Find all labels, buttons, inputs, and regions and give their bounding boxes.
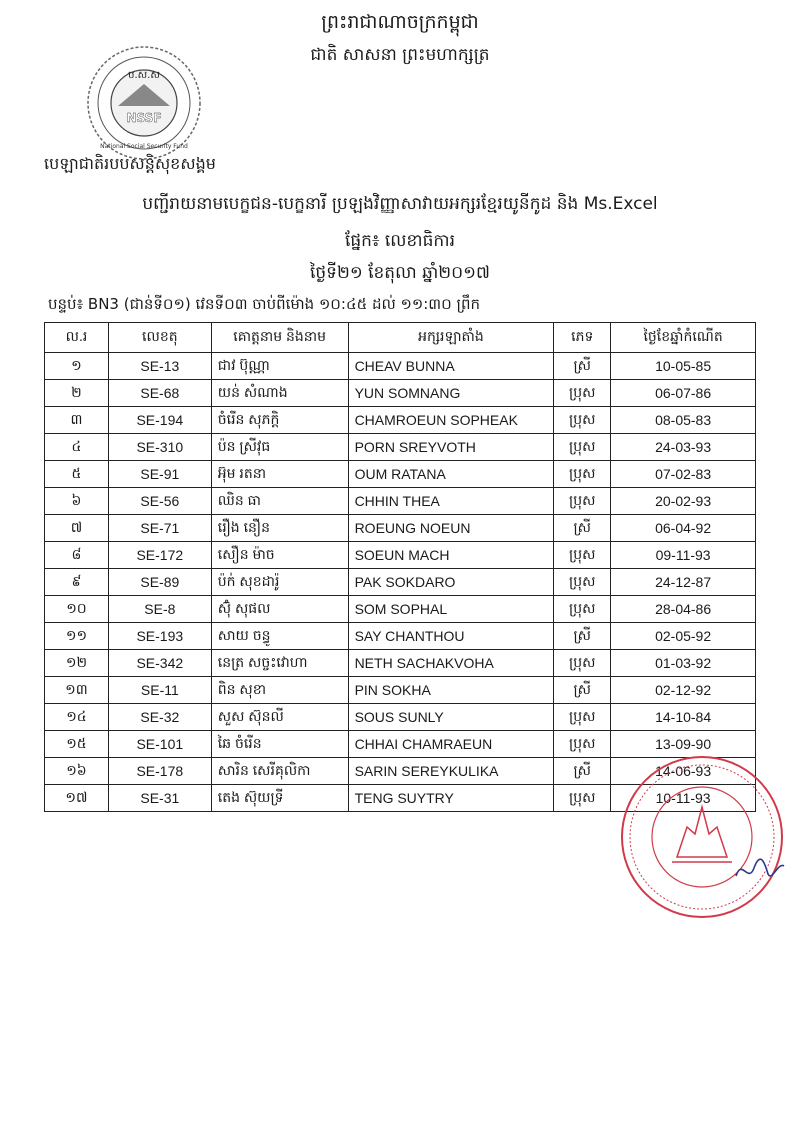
desk-number: SE-91 — [108, 461, 211, 488]
gender: ប្រុស — [554, 704, 611, 731]
date-of-birth: 10-11-93 — [611, 785, 756, 812]
col-khmer-name: គោត្តនាម និងនាម — [211, 323, 348, 353]
date-of-birth: 14-06-93 — [611, 758, 756, 785]
date-of-birth: 07-02-83 — [611, 461, 756, 488]
table-row — [45, 488, 756, 515]
khmer-name: ប៉ក់ សុខដារ៉ូ — [211, 569, 348, 596]
row-number: ១៥ — [45, 731, 109, 758]
gender: ប្រុស — [554, 407, 611, 434]
gender: ប្រុស — [554, 542, 611, 569]
row-number: ៩ — [45, 569, 109, 596]
desk-number: SE-172 — [108, 542, 211, 569]
desk-number: SE-178 — [108, 758, 211, 785]
row-number: ១៣ — [45, 677, 109, 704]
desk-number: SE-342 — [108, 650, 211, 677]
latin-name: YUN SOMNANG — [348, 380, 554, 407]
row-number: ៦ — [45, 488, 109, 515]
table-row — [45, 461, 756, 488]
desk-number: SE-13 — [108, 353, 211, 380]
latin-name: CHAMROEUN SOPHEAK — [348, 407, 554, 434]
khmer-name: ចំរើន សុភក្តិ — [211, 407, 348, 434]
col-dob: ថ្ងៃខែឆ្នាំកំណើត — [611, 323, 756, 353]
latin-name: SAY CHANTHOU — [348, 623, 554, 650]
date-of-birth: 24-12-87 — [611, 569, 756, 596]
department-line: ផ្នែក៖ លេខាធិការ — [345, 231, 455, 251]
table-row — [45, 650, 756, 677]
logo-ring-text: National Social Security Fund — [100, 143, 188, 150]
table-row — [45, 677, 756, 704]
khmer-name: អ៊ុម រតនា — [211, 461, 348, 488]
latin-name: TENG SUYTRY — [348, 785, 554, 812]
row-number: ១៧ — [45, 785, 109, 812]
table-row — [45, 353, 756, 380]
official-stamp — [617, 752, 787, 922]
document-title: បញ្ជីរាយនាមបេក្ខជន-បេក្ខនារី ប្រឡងវិញ្ញាសាវាយអក្សរខ្មែរយូនីកូដ និង Ms.Excel — [142, 194, 658, 214]
date-of-birth: 13-09-90 — [611, 731, 756, 758]
row-number: ១៦ — [45, 758, 109, 785]
desk-number: SE-68 — [108, 380, 211, 407]
gender: ស្រី — [554, 353, 611, 380]
khmer-name: ឆៃ ចំរើន — [211, 731, 348, 758]
desk-number: SE-193 — [108, 623, 211, 650]
desk-number: SE-71 — [108, 515, 211, 542]
row-number: ១ — [45, 353, 109, 380]
latin-name: PIN SOKHA — [348, 677, 554, 704]
latin-name: SOUS SUNLY — [348, 704, 554, 731]
gender: ស្រី — [554, 623, 611, 650]
logo-khmer-text: ប.ស.ស — [128, 70, 160, 81]
row-number: ១១ — [45, 623, 109, 650]
latin-name: OUM RATANA — [348, 461, 554, 488]
khmer-name: ស៊ុំ សុផល — [211, 596, 348, 623]
khmer-name: នេត្រ សច្ចះវោហា — [211, 650, 348, 677]
table-row — [45, 596, 756, 623]
khmer-name: សួស ស៊ុនលី — [211, 704, 348, 731]
khmer-name: សឿន ម៉ាច — [211, 542, 348, 569]
desk-number: SE-8 — [108, 596, 211, 623]
desk-number: SE-101 — [108, 731, 211, 758]
signature — [728, 848, 788, 888]
col-latin-name: អក្សរឡាតាំង — [348, 323, 554, 353]
desk-number: SE-194 — [108, 407, 211, 434]
latin-name: ROEUNG NOEUN — [348, 515, 554, 542]
khmer-name: រឿង នឿន — [211, 515, 348, 542]
date-of-birth: 02-05-92 — [611, 623, 756, 650]
date-of-birth: 02-12-92 — [611, 677, 756, 704]
row-number: ៨ — [45, 542, 109, 569]
row-number: ៣ — [45, 407, 109, 434]
latin-name: PAK SOKDARO — [348, 569, 554, 596]
gender: ប្រុស — [554, 488, 611, 515]
table-row — [45, 434, 756, 461]
khmer-name: សាយ ចន្ធូ — [211, 623, 348, 650]
date-of-birth: 24-03-93 — [611, 434, 756, 461]
table-row — [45, 515, 756, 542]
khmer-name: ឈិន ធា — [211, 488, 348, 515]
organization-name: បេឡាជាតិរបបសន្តិសុខសង្គម — [44, 154, 216, 173]
gender: ស្រី — [554, 515, 611, 542]
gender: ប្រុស — [554, 731, 611, 758]
row-number: ១២ — [45, 650, 109, 677]
date-of-birth: 20-02-93 — [611, 488, 756, 515]
date-of-birth: 08-05-83 — [611, 407, 756, 434]
col-no: ល.រ — [45, 323, 109, 353]
nssf-logo — [84, 44, 204, 162]
table-header-row — [45, 323, 756, 353]
gender: ប្រុស — [554, 650, 611, 677]
candidate-table — [44, 322, 756, 812]
date-of-birth: 28-04-86 — [611, 596, 756, 623]
date-line: ថ្ងៃទី២១ ខែតុលា ឆ្នាំ២០១៧ — [310, 263, 490, 283]
date-of-birth: 10-05-85 — [611, 353, 756, 380]
gender: ស្រី — [554, 758, 611, 785]
date-of-birth: 09-11-93 — [611, 542, 756, 569]
desk-number: SE-32 — [108, 704, 211, 731]
col-gender: ភេទ — [554, 323, 611, 353]
latin-name: CHHAI CHAMRAEUN — [348, 731, 554, 758]
khmer-name: សារិន សេរីគុលិកា — [211, 758, 348, 785]
latin-name: SARIN SEREYKULIKA — [348, 758, 554, 785]
logo-nssf-text: NSSF — [126, 111, 162, 125]
gender: ស្រី — [554, 677, 611, 704]
date-of-birth: 06-07-86 — [611, 380, 756, 407]
date-of-birth: 06-04-92 — [611, 515, 756, 542]
khmer-name: ពិន សុខា — [211, 677, 348, 704]
gender: ប្រុស — [554, 569, 611, 596]
row-number: ៥ — [45, 461, 109, 488]
khmer-name: តេង ស៊ុយទ្រី — [211, 785, 348, 812]
gender: ប្រុស — [554, 434, 611, 461]
table-row — [45, 380, 756, 407]
gender: ប្រុស — [554, 380, 611, 407]
table-row — [45, 623, 756, 650]
session-info: បន្ទប់៖ BN3 (ជាន់ទី០១) វេនទី០៣ ចាប់ពីម៉ោង ១០:៤៥ ដល់ ១១:៣០ ព្រឹក — [48, 295, 481, 313]
row-number: ២ — [45, 380, 109, 407]
table-row — [45, 704, 756, 731]
row-number: ៧ — [45, 515, 109, 542]
date-of-birth: 14-10-84 — [611, 704, 756, 731]
row-number: ៤ — [45, 434, 109, 461]
khmer-name: ប៉ន ស្រីវុធ — [211, 434, 348, 461]
table-row — [45, 407, 756, 434]
gender: ប្រុស — [554, 461, 611, 488]
latin-name: NETH SACHAKVOHA — [348, 650, 554, 677]
desk-number: SE-89 — [108, 569, 211, 596]
table-row — [45, 542, 756, 569]
latin-name: SOEUN MACH — [348, 542, 554, 569]
motto-heading: ជាតិ សាសនា ព្រះមហាក្សត្រ — [310, 45, 490, 65]
desk-number: SE-31 — [108, 785, 211, 812]
gender: ប្រុស — [554, 596, 611, 623]
row-number: ១០ — [45, 596, 109, 623]
latin-name: PORN SREYVOTH — [348, 434, 554, 461]
table-row — [45, 569, 756, 596]
desk-number: SE-310 — [108, 434, 211, 461]
latin-name: CHEAV BUNNA — [348, 353, 554, 380]
kingdom-heading: ព្រះរាជាណាចក្រកម្ពុជា — [321, 11, 479, 33]
gender: ប្រុស — [554, 785, 611, 812]
khmer-name: យន់ សំណាង — [211, 380, 348, 407]
desk-number: SE-56 — [108, 488, 211, 515]
row-number: ១៤ — [45, 704, 109, 731]
col-desk: លេខតុ — [108, 323, 211, 353]
date-of-birth: 01-03-92 — [611, 650, 756, 677]
latin-name: CHHIN THEA — [348, 488, 554, 515]
desk-number: SE-11 — [108, 677, 211, 704]
khmer-name: ជាវ ប៊ុណ្ណា — [211, 353, 348, 380]
latin-name: SOM SOPHAL — [348, 596, 554, 623]
